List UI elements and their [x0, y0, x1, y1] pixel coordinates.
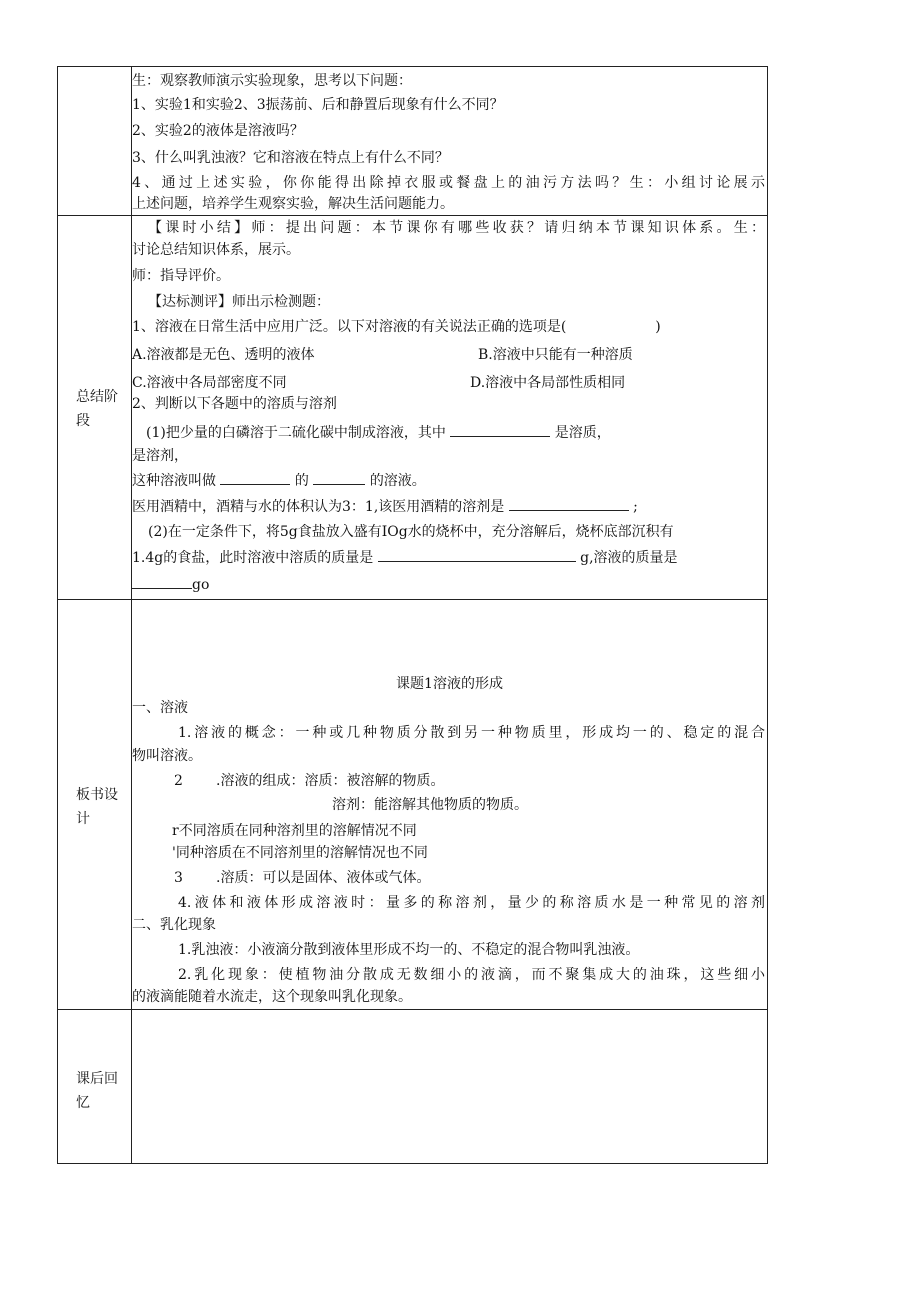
solution-name-text: 这种溶液叫做 [132, 473, 216, 489]
board-line: 2 [174, 773, 183, 789]
board-line: 物叫溶液。 [132, 748, 202, 764]
question-1 [132, 317, 661, 337]
board-line: 二、乳化现象 [132, 917, 216, 933]
question-2-1-text-end: 是溶质， [554, 425, 611, 441]
board-line: 4.液体和液体形成溶液时：量多的称溶剂，量少的称溶质水是一种常见的溶剂 [178, 895, 765, 911]
summary-line: 讨论总结知识体系，展示。 [132, 242, 300, 258]
row-label-reflection: 课后回忆 [76, 1071, 118, 1111]
solution-name-line [132, 470, 426, 491]
question-1-text: 1、溶液在日常生活中应用广泛。以下对溶液的有关说法正确的选项是( [132, 319, 567, 335]
question-2-1 [146, 422, 611, 443]
board-line: '同种溶质在不同溶剂里的溶解情况也不同 [172, 845, 428, 861]
board-line: 一、溶液 [132, 700, 188, 716]
alcohol-text: 医用酒精中，酒精与水的体积认为3：1,该医用酒精的溶剂是 [132, 499, 505, 515]
lesson-plan-table [57, 66, 768, 1164]
solution-mass-text: g,溶液的质量是 [580, 550, 678, 566]
option-c: C.溶液中各局部密度不同 [132, 375, 287, 391]
activity-line: 3、什么叫乳浊液？它和溶液在特点上有什么不同？ [132, 150, 449, 166]
activity-cell [132, 67, 767, 215]
reflection-cell [132, 1010, 767, 1163]
activity-line: 2、实验2的液体是溶液吗？ [132, 123, 304, 139]
summary-cell [132, 216, 767, 599]
summary-line: 【课时小结】师：提出问题：本节课你有哪些收获？请归纳本节课知识体系。生： [148, 220, 765, 236]
board-line: .溶质：可以是固体、液体或气体。 [216, 870, 431, 886]
solution-name-of: 的 [294, 473, 309, 489]
summary-line: 【达标测评】师出示检测题： [148, 294, 330, 310]
activity-line: 生：观察教师演示实验现象，思考以下问题： [132, 73, 412, 89]
question-2-1-text: (1)把少量的白磷溶于二硫化碳中制成溶液，其中 [146, 425, 446, 441]
row-label-board: 板书设计 [76, 787, 118, 827]
activity-line: 上述问题，培养学生观察实验，解决生活问题能力。 [132, 196, 454, 212]
answer-blank [378, 547, 576, 562]
unit-text: go [192, 577, 210, 593]
summary-line: 师：指导评价。 [132, 268, 230, 284]
board-line: 1.乳浊液：小液滴分散到液体里形成不均一的、不稳定的混合物叫乳浊液。 [178, 942, 640, 958]
activity-line: 4、通过上述实验，你你能得出除掉衣服或餐盘上的油污方法吗？生：小组讨论展示 [132, 175, 765, 191]
answer-blank [509, 496, 629, 511]
alcohol-line [132, 496, 638, 517]
question-2-2: (2)在一定条件下，将5g食盐放入盛有IOg水的烧杯中，充分溶解后，烧杯底部沉积有 [148, 524, 674, 540]
activity-line: 1、实验1和实验2、3振荡前、后和静置后现象有什么不同？ [132, 97, 504, 113]
question-1-paren: ) [655, 319, 661, 335]
solvent-line: 是溶剂， [132, 448, 188, 464]
board-line: .溶液的组成：溶质：被溶解的物质。 [216, 773, 445, 789]
solution-name-end: 的溶液。 [369, 473, 426, 489]
board-line: r不同溶质在同种溶剂里的溶解情况不同 [172, 823, 417, 839]
answer-blank [313, 470, 365, 485]
option-d: D.溶液中各局部性质相同 [470, 375, 626, 391]
answer-blank [132, 574, 192, 589]
board-cell [132, 600, 767, 1009]
board-line: 的液滴能随着水流走，这个现象叫乳化现象。 [132, 989, 412, 1005]
option-b: B.溶液中只能有一种溶质 [478, 347, 633, 363]
question-2-2-end [132, 574, 209, 595]
board-line: 1.溶液的概念：一种或几种物质分散到另一种物质里，形成均一的、稳定的混合 [178, 725, 765, 741]
question-2: 2、判断以下各题中的溶质与溶剂 [132, 396, 337, 412]
board-line: 溶剂：能溶解其他物质的物质。 [332, 797, 528, 813]
board-line: 2.乳化现象：使植物油分散成无数细小的液滴，而不聚集成大的油珠，这些细小 [178, 967, 765, 983]
board-line: 3 [174, 870, 183, 886]
board-title: 课题1溶液的形成 [396, 676, 503, 692]
solute-mass-text: 1.4g的食盐，此时溶液中溶质的质量是 [132, 550, 374, 566]
alcohol-end: ; [633, 499, 638, 515]
option-a: A.溶液都是无色、透明的液体 [132, 347, 315, 363]
answer-blank [450, 422, 550, 437]
answer-blank [571, 317, 651, 331]
answer-blank [220, 470, 290, 485]
row-label-summary: 总结阶段 [76, 389, 118, 429]
question-2-2-cont [132, 547, 678, 568]
